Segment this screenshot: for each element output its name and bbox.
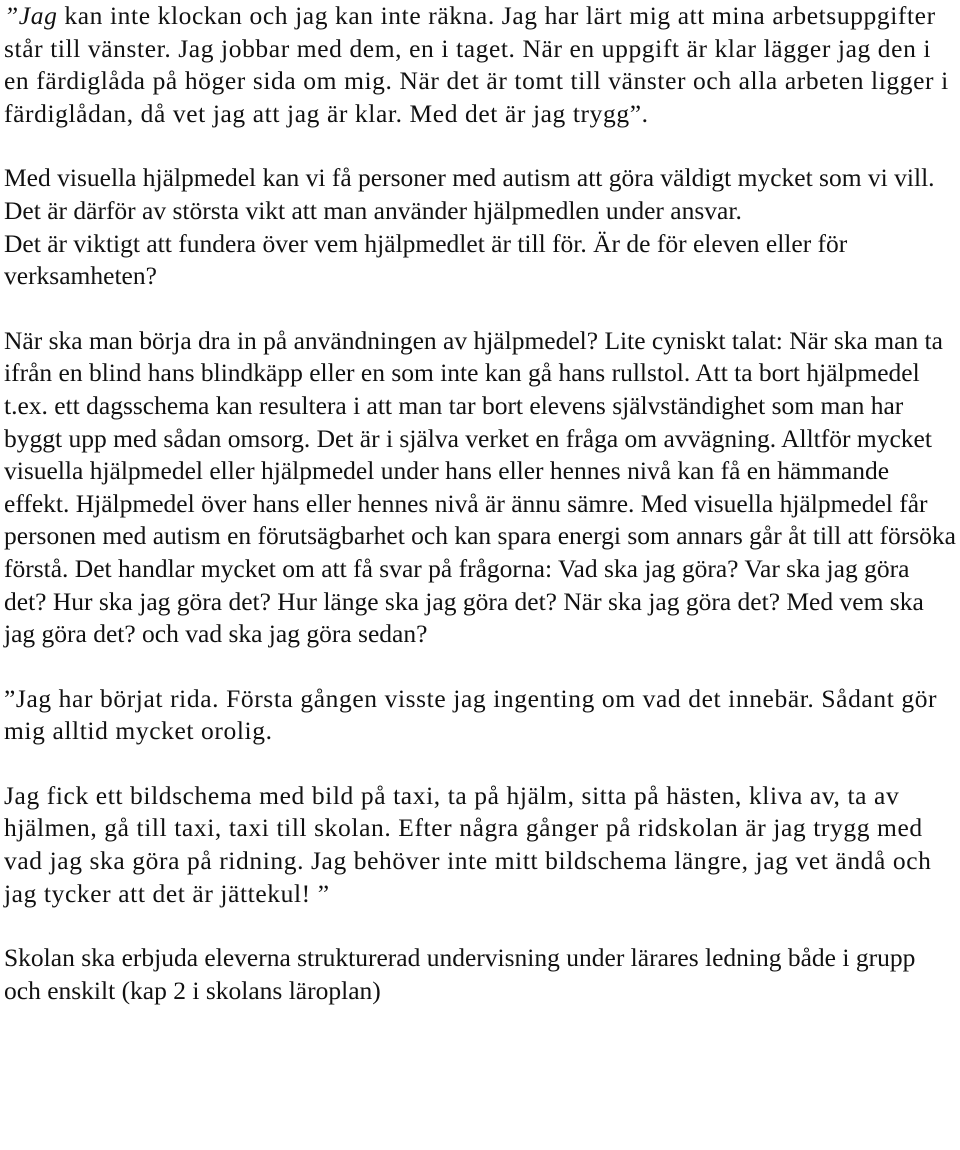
paragraph-curriculum: Skolan ska erbjuda eleverna strukturerad undervisning under lärares ledning både i grupp och enskilt (kap 2 i skolans läroplan) <box>4 943 916 1005</box>
document-page <box>4 0 956 1007</box>
quote-open-mark: ” <box>4 1 19 30</box>
quote-paragraph-1 <box>4 0 956 130</box>
quote-paragraph-2: ”Jag har börjat rida. Första gången visste jag ingenting om vad det innebär. Sådant gör mig alltid mycket orolig. <box>4 683 938 746</box>
paragraph-withdraw-aids: När ska man börja dra in på användningen av hjälpmedel? Lite cyniskt talat: När ska man ta ifrån en blind hans blindkäpp eller en som inte kan gå hans rullstol. Att ta bort hjälpmedel t.ex. ett dagsschema kan resultera i att man tar bort elevens självständighet som man har byggt upp med sådan omsorg. Det är i själva verket en fråga om avvägning. Alltför mycket visuella hjälpmedel eller hjälpmedel under hans eller hennes nivå kan få en hämmande effekt. Hjälpmedel över hans eller hennes nivå är ännu sämre. Med visuella hjälpmedel får personen med autism en förutsägbarhet och kan spara energi som annars går åt till att försöka förstå. Det handlar mycket om att få svar på frågorna: Vad ska jag göra? Var ska jag göra det? Hur ska jag göra det? Hur länge ska jag göra det? När ska jag göra det? Med vem ska jag göra det? och vad ska jag göra sedan? <box>4 325 956 649</box>
paragraph-visual-aids: Med visuella hjälpmedel kan vi få personer med autism att göra väldigt mycket som vi vill. Det är därför av största vikt att man använder hjälpmedlen under ansvar. <box>4 163 935 225</box>
paragraph-who-for: Det är viktigt att fundera över vem hjälpmedlet är till för. Är de för eleven eller för verksamheten? <box>4 228 848 291</box>
quote-first-word: Jag <box>18 1 58 30</box>
quote-paragraph-3: Jag fick ett bildschema med bild på taxi, ta på hjälm, sitta på hästen, kliva av, ta av hjälmen, gå till taxi, taxi till skolan. Efter några gånger på ridskolan är jag trygg med vad jag ska göra på ridning. Jag behöver inte mitt bildschema längre, jag vet ändå och jag tycker att det är jättekul! ” <box>4 780 932 908</box>
quote-paragraph-1-text: kan inte klockan och jag kan inte räkna. Jag har lärt mig att mina arbetsuppgifter står till vänster. Jag jobbar med dem, en i taget. När en uppgift är klar lägger jag den i en färdiglåda på höger sida om mig. När det är tomt till vänster och alla arbeten ligger i färdiglådan, då vet jag att jag är klar. Med det är jag trygg”. <box>4 1 949 128</box>
